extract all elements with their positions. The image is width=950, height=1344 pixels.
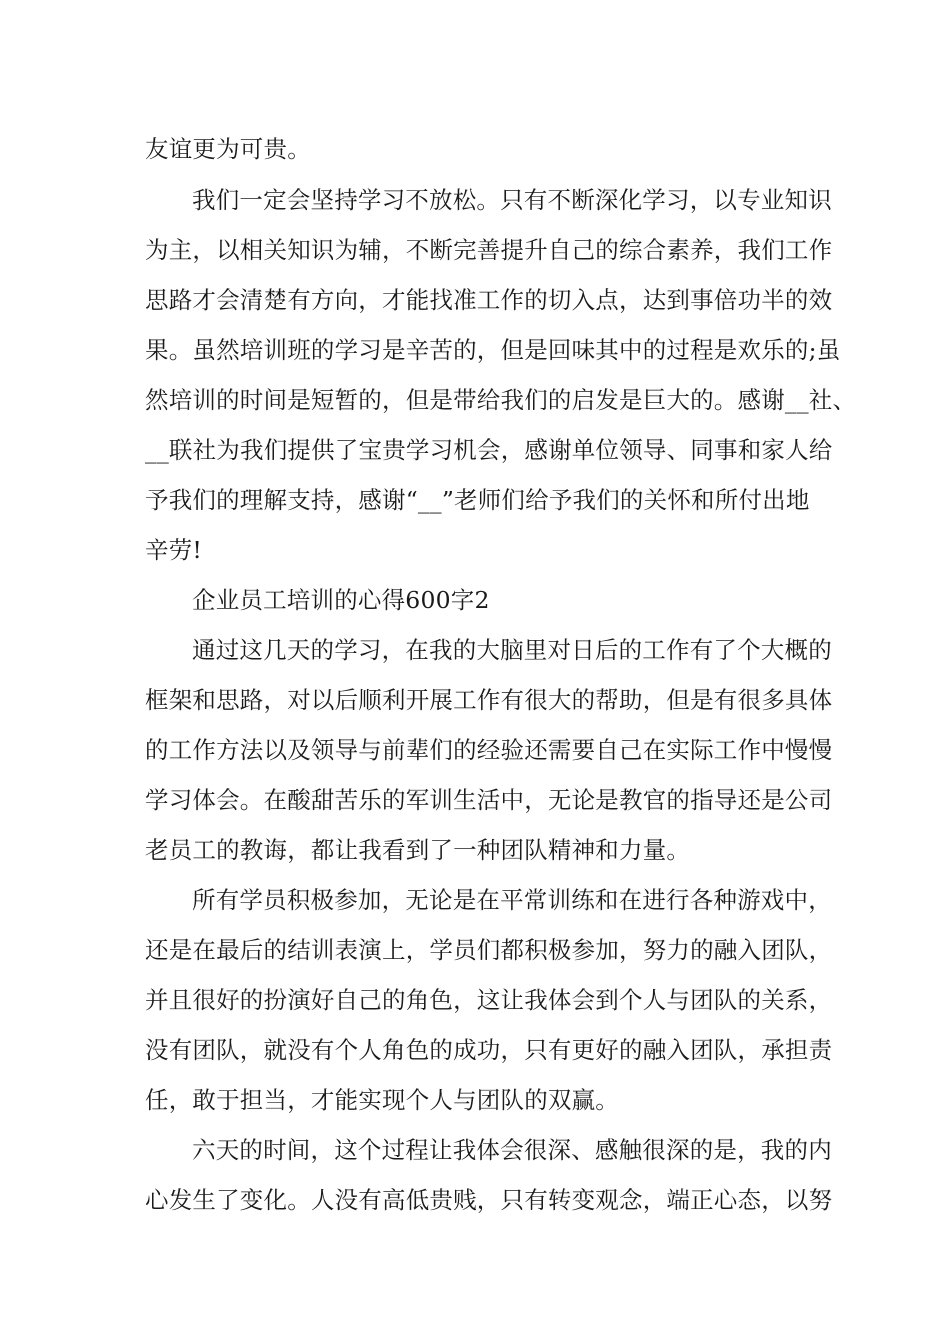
text-line: __联社为我们提供了宝贵学习机会，感谢单位领导、同事和家人给: [145, 436, 833, 464]
paragraph-start: 通过这几天的学习，在我的大脑里对日后的工作有了个大概的: [192, 636, 832, 664]
paragraph-start: 所有学员积极参加，无论是在平常训练和在进行各种游戏中，: [192, 886, 832, 914]
text-line: 思路才会清楚有方向，才能找准工作的切入点，达到事倍功半的效: [145, 286, 833, 314]
text-line: 友谊更为可贵。: [145, 135, 311, 163]
paragraph-start: 我们一定会坚持学习不放松。只有不断深化学习，以专业知识: [192, 186, 832, 214]
text-line: 然培训的时间是短暂的，但是带给我们的启发是巨大的。感谢__社、: [145, 386, 857, 414]
text-line: 为主，以相关知识为辅，不断完善提升自己的综合素养，我们工作: [145, 236, 833, 264]
text-line: 老员工的教诲，都让我看到了一种团队精神和力量。: [145, 836, 691, 864]
text-line: 没有团队，就没有个人角色的成功，只有更好的融入团队，承担责: [145, 1036, 833, 1064]
text-line: 辛劳!: [145, 536, 203, 564]
text-line: 学习体会。在酸甜苦乐的军训生活中，无论是教官的指导还是公司: [145, 786, 833, 814]
text-line: 任，敢于担当，才能实现个人与团队的双赢。: [145, 1086, 619, 1114]
text-line: 果。虽然培训班的学习是辛苦的，但是回味其中的过程是欢乐的;虽: [145, 336, 841, 364]
text-line: 心发生了变化。人没有高低贵贱，只有转变观念，端正心态，以努: [145, 1186, 833, 1214]
section-heading: 企业员工培训的心得600字2: [192, 586, 490, 614]
text-line: 予我们的理解支持，感谢“__”老师们给予我们的关怀和所付出地: [145, 486, 810, 514]
text-line: 还是在最后的结训表演上，学员们都积极参加，努力的融入团队，: [145, 936, 833, 964]
text-line: 框架和思路，对以后顺利开展工作有很大的帮助，但是有很多具体: [145, 686, 833, 714]
paragraph-start: 六天的时间，这个过程让我体会很深、感触很深的是，我的内: [192, 1136, 832, 1164]
text-line: 的工作方法以及领导与前辈们的经验还需要自己在实际工作中慢慢: [145, 736, 833, 764]
text-line: 并且很好的扮演好自己的角色，这让我体会到个人与团队的关系，: [145, 986, 833, 1014]
